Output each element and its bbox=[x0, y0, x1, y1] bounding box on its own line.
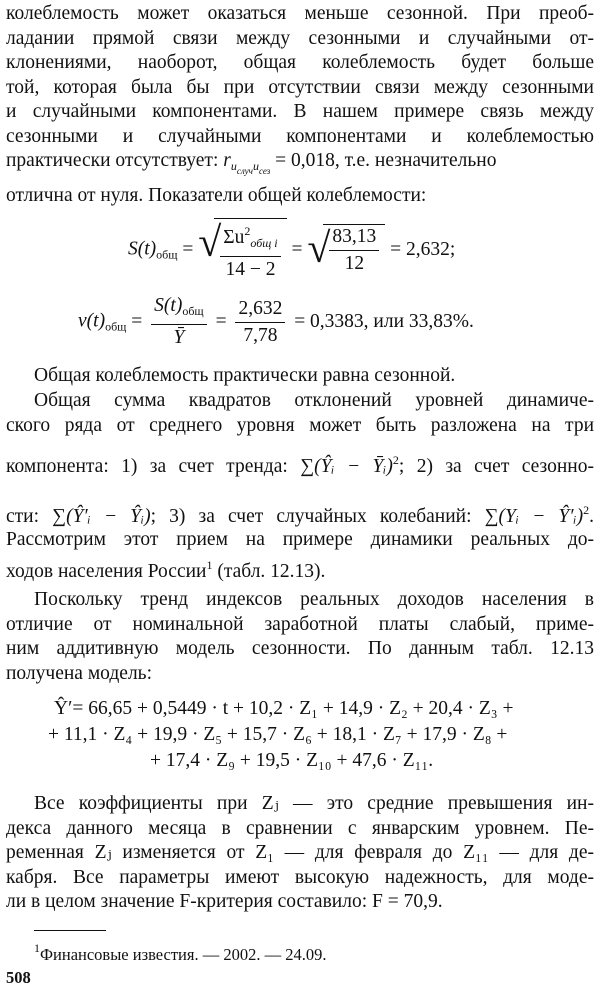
footnote-mark: 1 bbox=[206, 557, 213, 572]
text-line-trend bbox=[6, 448, 594, 480]
numerator: 2,632 bbox=[235, 297, 285, 323]
text-fragment: = 0,018, т.е. незначительно bbox=[270, 150, 497, 171]
fraction-3 bbox=[151, 294, 207, 350]
r-coefficient bbox=[223, 150, 271, 176]
text-line: и случайными компонентами. В нашем примере связь между bbox=[6, 101, 594, 122]
formula-result: = 2,632; bbox=[390, 239, 456, 260]
formula-v-total: $v(t)_{общ}$ = $\frac{S(t)_{общ}}{Ȳ}$ = $\frac{2,632}{7,78}$ = 0,3383, или 33,83%. bbox=[78, 295, 474, 348]
text-line: колеблемость может оказаться меньше сезонной. При преоб- bbox=[6, 3, 594, 24]
footnote-text: Финансовые известия. — 2002. — 24.09. bbox=[40, 945, 327, 964]
paragraph-trend bbox=[6, 588, 594, 686]
denominator: 14 − 2 bbox=[225, 259, 276, 280]
text-line: Общая сумма квадратов отклонений уровней динамиче- bbox=[34, 390, 594, 411]
text-line: клонениями, наоборот, общая колеблемость будет больше bbox=[6, 52, 594, 73]
text-line: ского ряда от среднего уровня может быть разложена на три bbox=[6, 414, 594, 436]
sqrt-2: √ $\frac{83,13}{12}$ bbox=[307, 224, 385, 276]
text-fragment: практически отсутствует: bbox=[6, 150, 224, 171]
r-sub4: сез bbox=[258, 166, 271, 176]
fraction-1 bbox=[220, 219, 280, 282]
text-fragment: компонента: 1) за счет тренда: bbox=[6, 456, 301, 477]
denominator: 7,78 bbox=[243, 324, 278, 346]
power: 2 bbox=[583, 503, 590, 517]
model-line-1: Ŷ′= 66,65 + 0,5449 · t + 10,2 · Z₁ + 14,9 · Z₂ + 20,4 · Z₃ + bbox=[54, 698, 514, 719]
paragraph-sum-squares-line3 bbox=[6, 448, 594, 480]
text-line: отлична от нуля. Показатели общей колеблемости: bbox=[6, 184, 427, 206]
fraction-4 bbox=[235, 297, 285, 348]
text-line: Все коэффициенты при Zⱼ — это средние превышения ин- bbox=[34, 793, 594, 814]
text-line: Рассмотрим этот прием на примере динамики реальных до- bbox=[6, 529, 594, 550]
text-line: кабря. Все параметры имеют высокую надежность, для моде- bbox=[6, 866, 594, 888]
denominator: 12 bbox=[344, 253, 365, 274]
text-fragment: (табл. 12.13). bbox=[212, 560, 326, 582]
text-line: ременная Zⱼ изменяется от Z₁ — для февраля до Z₁₁ — для де- bbox=[6, 842, 594, 863]
text-fragment: сти: bbox=[6, 506, 53, 527]
fraction-2 bbox=[329, 225, 379, 276]
power: 2 bbox=[392, 453, 399, 467]
r-sub3: u bbox=[252, 159, 259, 173]
formula-result: = 0,3383, или 33,83%. bbox=[294, 311, 474, 332]
seasonal-expression: ∑(Ŷ′ᵢ − Ŷᵢ) bbox=[52, 506, 151, 527]
text-line-with-footnote bbox=[6, 553, 594, 585]
paragraph-sum-squares-line4 bbox=[6, 498, 594, 530]
numerator: Σu bbox=[223, 227, 245, 248]
model-line-2: + 11,1 · Z₄ + 19,9 · Z₅ + 15,7 · Z₆ + 18,1 · Z₇ + 17,9 · Z₈ + bbox=[48, 724, 508, 745]
denominator: Ȳ bbox=[173, 327, 185, 348]
text-line: получена модель: bbox=[6, 662, 152, 684]
formula-lhs: S(t) bbox=[128, 238, 157, 260]
text-line: ладании прямой связи между сезонными и случайными от- bbox=[6, 27, 594, 49]
text-line: сезонными и случайными компонентами и колеблемостью bbox=[6, 125, 594, 147]
sqrt-1: √ $\frac{\Sigma u^2_{общ i}}{14 - 2}$ bbox=[198, 218, 286, 282]
text-fragment: ; 3) за счет случайных колебаний: bbox=[150, 506, 485, 527]
paragraph-colebl bbox=[6, 2, 594, 208]
model-line-3: + 17,4 · Z₉ + 19,5 · Z₁₀ + 47,6 · Z₁₁. bbox=[150, 750, 434, 771]
text-line-with-r bbox=[6, 149, 594, 184]
paragraph-example bbox=[6, 528, 594, 584]
text-line: ли в целом значение F-критерия составило: F = 70,9. bbox=[6, 891, 443, 912]
numerator: S(t) bbox=[154, 295, 183, 316]
paragraph-total bbox=[34, 364, 594, 389]
footnote bbox=[34, 937, 326, 966]
text-line: ним аддитивную модель сезонности. По данным табл. 12.13 bbox=[6, 638, 594, 659]
trend-expression: ∑(Ŷᵢ − Ȳᵢ) bbox=[300, 456, 393, 477]
text-fragment: ; 2) за счет сезонно- bbox=[398, 456, 594, 477]
text-line: Поскольку тренд индексов реальных доходов населения в bbox=[34, 589, 594, 610]
text-fragment: . bbox=[589, 506, 594, 527]
text-line: Общая колеблемость практически равна сезонной. bbox=[34, 365, 456, 386]
r-sub: u bbox=[230, 159, 237, 173]
page-number: 508 bbox=[6, 968, 31, 987]
text-fragment: ходов населения России bbox=[6, 560, 207, 582]
paragraph-coefficients bbox=[6, 792, 594, 915]
subscript: общ bbox=[182, 304, 204, 318]
paragraph-sum-squares bbox=[6, 389, 594, 438]
r-symbol: r bbox=[223, 150, 231, 171]
text-line-seasonal bbox=[6, 498, 594, 530]
footnote-divider bbox=[34, 930, 106, 931]
formula-lhs: v(t) bbox=[78, 310, 106, 332]
text-line: декса данного месяца в сравнении с январским уровнем. Пе- bbox=[6, 817, 594, 839]
text-line: отличие от номинальной заработной платы слабый, приме- bbox=[6, 613, 594, 635]
formula-lhs-sub: общ bbox=[156, 247, 178, 262]
formula-s-total: $S(t)_{общ}$ = √ $\frac{\Sigma u^2_{общ i}}{14 - 2}$ = √ $\frac{83,13}{12}$ = 2,632; bbox=[128, 220, 456, 280]
formula-lhs-sub: общ bbox=[105, 319, 127, 334]
numerator: 83,13 bbox=[329, 225, 379, 251]
footnote-mark: 1 bbox=[34, 941, 40, 955]
random-expression: ∑(Yᵢ − Ŷ′ᵢ) bbox=[484, 506, 584, 527]
r-sub2: случ bbox=[236, 166, 253, 176]
power: 2 bbox=[244, 224, 251, 238]
subscript: общ i bbox=[250, 236, 278, 250]
text-line: той, которая была бы при отсутствии связи между сезонными bbox=[6, 76, 594, 98]
